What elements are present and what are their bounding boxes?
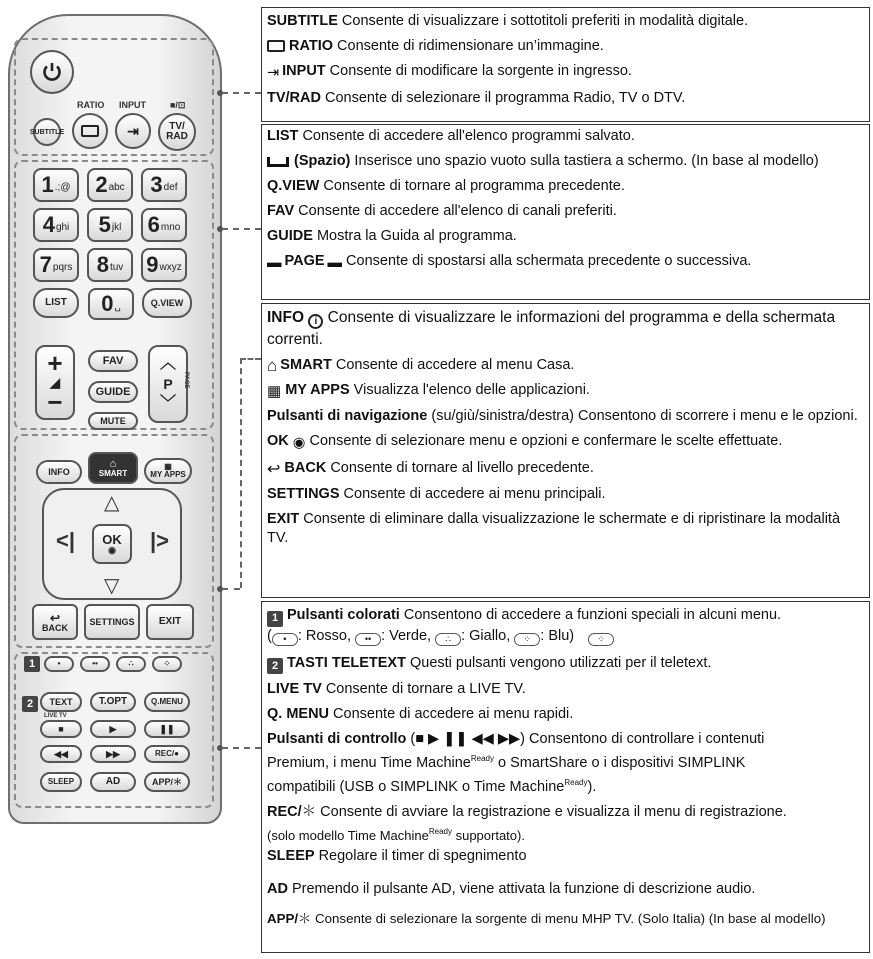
ok-title: OK: [267, 433, 289, 449]
green-dots-icon: ••: [92, 659, 98, 668]
space-icon: [267, 157, 289, 167]
ratio-text: Consente di ridimensionare un’immagine.: [333, 38, 604, 54]
page-dash-icon-2: ▬: [327, 255, 343, 271]
number-letters: jkl: [111, 222, 122, 233]
back-button[interactable]: [32, 604, 78, 640]
rec-note-2: supportato).: [451, 827, 525, 843]
ad-desc: [267, 880, 864, 899]
sleep-button-label: SLEEP: [47, 777, 75, 786]
stop-button[interactable]: [40, 720, 82, 738]
subtitle-desc: [267, 12, 864, 31]
input-title: INPUT: [282, 63, 326, 79]
smart-text: Consente di accedere al menu Casa.: [331, 357, 575, 373]
rec-desc: [267, 803, 864, 846]
topt-button[interactable]: [90, 692, 136, 712]
control-text-4: compatibili (USB o SIMPLINK o Time Machine: [267, 778, 565, 795]
space-title: (Spazio): [294, 153, 351, 169]
teletext-text: Questi pulsanti vengono utilizzati per il teletext.: [405, 654, 712, 671]
livetv-title: LIVE TV: [267, 681, 322, 697]
number-label: 1: [41, 172, 54, 197]
rec-button[interactable]: [144, 745, 190, 763]
connector-2: [222, 228, 261, 230]
colored-desc: 1 Pulsanti colorati Consentono di accedere a funzioni speciali in alcuni menu. ( • : Rosso, •• : Verde, ∴ : Giallo, ⁘ : Blu) ⁘: [267, 607, 782, 644]
tvrad-desc: [267, 89, 864, 108]
ad-button-label: AD: [105, 776, 121, 787]
connector-4: [222, 747, 261, 749]
number-label: 3: [150, 172, 163, 197]
text-button[interactable]: [40, 692, 82, 712]
blue-label: : Blu): [540, 627, 575, 644]
zero-button[interactable]: [88, 288, 134, 320]
qmenu-text: Consente di accedere ai menu rapidi.: [329, 706, 574, 722]
myapps-title: MY APPS: [285, 382, 350, 398]
ok-button[interactable]: [92, 524, 132, 564]
play-button[interactable]: [90, 720, 136, 738]
number-button-2[interactable]: [87, 168, 133, 202]
exit-title: EXIT: [267, 511, 300, 527]
info-button-label: INFO: [48, 466, 70, 477]
pause-button[interactable]: [144, 720, 190, 738]
topt-button-label: T.OPT: [98, 696, 128, 707]
qview-button-label: Q.VIEW: [150, 297, 184, 308]
colored-badge: 1: [267, 611, 283, 627]
qmenu-desc: [267, 705, 864, 724]
pause-icon: ❚❚: [159, 723, 175, 734]
app-title: APP/: [267, 911, 299, 927]
blue-dots-icon: ⁘: [163, 659, 171, 668]
apps-grid-icon: ▦: [164, 462, 172, 471]
back-text: Consente di tornare al livello precedente.: [326, 460, 594, 476]
home-icon: ⌂: [267, 356, 278, 375]
remote-control-illustration: [0, 0, 240, 959]
myapps-text: Visualizza l'elenco delle applicazioni.: [349, 382, 590, 398]
description-box-3: [261, 303, 870, 598]
list-title: LIST: [267, 128, 299, 144]
qview-button[interactable]: [142, 288, 192, 318]
control-icons: (■ ▶ ❚❚ ◀◀ ▶▶): [410, 731, 525, 747]
blue-button[interactable]: [152, 656, 182, 672]
ok-dot-icon: ◉: [292, 435, 306, 451]
smart-button-label: SMART: [98, 468, 128, 478]
ad-button[interactable]: [90, 772, 136, 792]
power-button[interactable]: [30, 50, 74, 94]
settings-text: Consente di accedere ai menu principali.: [339, 486, 606, 502]
connector-3: [222, 588, 240, 590]
number-button-5[interactable]: [87, 208, 133, 242]
stop-icon: ■: [58, 723, 64, 734]
yellow-dots-icon: ∴: [128, 659, 134, 668]
play-icon: ▶: [109, 723, 117, 734]
nav-desc: [267, 407, 864, 426]
ratio-desc: [267, 37, 864, 56]
control-sup-2: Ready: [564, 777, 588, 787]
subtitle-text: Consente di visualizzare i sottotitoli preferiti in modalità digitale.: [337, 13, 749, 29]
number-letters: .;@: [54, 182, 71, 193]
red-key-icon: •: [272, 633, 298, 646]
number-button-1[interactable]: [33, 168, 79, 202]
program-rocker[interactable]: [148, 345, 188, 423]
smart-title: SMART: [280, 357, 332, 373]
teletext-badge: 2: [267, 658, 283, 674]
nav-up-icon[interactable]: △: [104, 492, 120, 514]
number-label: 4: [42, 212, 55, 237]
exit-desc: [267, 510, 864, 548]
tvrad-text: Consente di selezionare il programma Radio, TV o DTV.: [320, 90, 686, 106]
exit-text: Consente di eliminare dalla visualizzazione le schermate e di ripristinare la modalità TV.: [267, 511, 841, 546]
info-desc: [267, 307, 864, 350]
number-label: 2: [95, 172, 108, 197]
connector-3-top: [240, 358, 261, 360]
subtitle-button[interactable]: [29, 118, 65, 146]
red-button[interactable]: [44, 656, 74, 672]
fav-button-label: FAV: [102, 354, 124, 367]
ratio-label: RATIO: [77, 100, 105, 110]
control-text-2: Premium, i menu Time Machine: [267, 754, 471, 771]
input-label: INPUT: [119, 100, 146, 110]
settings-title: SETTINGS: [267, 486, 340, 502]
info-button[interactable]: [36, 460, 82, 484]
page-title: PAGE: [284, 253, 325, 269]
rec-star-icon: ＊: [301, 803, 317, 820]
input-button[interactable]: [115, 113, 151, 149]
chevron-up-icon: ︿: [159, 355, 176, 372]
rec-text: Consente di avviare la registrazione e visualizza il menu di registrazione.: [316, 803, 787, 820]
nav-left-icon[interactable]: <|: [56, 528, 76, 553]
teletext-desc: [267, 654, 864, 675]
number-button-8[interactable]: [87, 248, 133, 282]
red-label: : Rosso,: [297, 627, 352, 644]
fastforward-icon: ▶▶: [106, 748, 120, 759]
apps-grid-icon: ▦: [267, 383, 282, 400]
zero-label: 0: [101, 291, 114, 316]
sleep-desc: [267, 847, 864, 866]
number-letters: mno: [160, 222, 181, 233]
green-key-icon: ••: [355, 633, 381, 646]
number-label: 8: [96, 252, 109, 277]
subtitle-button-label: SUBTITLE: [29, 128, 65, 136]
rec-button-label: REC/●: [155, 749, 179, 758]
chevron-down-icon: ﹀: [159, 395, 176, 412]
ok-text: Consente di selezionare menu e opzioni e confermare le scelte effettuate.: [305, 433, 783, 449]
page-desc: [267, 252, 864, 273]
red-dot-icon: •: [57, 659, 61, 668]
sleep-title: SLEEP: [267, 848, 315, 865]
ratio-icon: [81, 125, 99, 137]
number-label: 7: [39, 252, 52, 277]
info-title: INFO: [267, 309, 305, 326]
number-letters: pqrs: [52, 262, 73, 273]
mute-button-label: MUTE: [100, 415, 126, 426]
nav-title: Pulsanti di navigazione: [267, 408, 428, 424]
rec-sup: Ready: [428, 826, 452, 836]
page-side-label: PAGE: [183, 372, 189, 389]
teletext-title: TASTI TELETEXT: [287, 654, 406, 671]
guide-text: Mostra la Guida al programma.: [312, 228, 517, 244]
tvrad-top-label: ■/⊡: [170, 100, 186, 110]
settings-desc: [267, 485, 864, 504]
space-text: Inserisce uno spazio vuoto sulla tastiera a schermo. (In base al modello): [350, 153, 819, 169]
rec-note-1: (solo modello Time Machine: [267, 827, 429, 843]
ad-title: AD: [267, 881, 288, 898]
guide-title: GUIDE: [267, 228, 313, 244]
ratio-button[interactable]: [72, 113, 108, 149]
control-title: Pulsanti di controllo: [267, 731, 407, 747]
control-text-3: o SmartShare o i dispositivi SIMPLINK: [494, 754, 746, 771]
ok-button-label: OK: [102, 532, 122, 547]
home-icon: ⌂: [109, 457, 117, 470]
colored-text: Consentono di accedere a funzioni speciali in alcuni menu.: [399, 607, 782, 623]
number-button-4[interactable]: [33, 208, 79, 242]
input-desc: [267, 62, 864, 83]
input-text: Consente di modificare la sorgente in ingresso.: [325, 63, 632, 79]
number-letters: tuv: [109, 262, 124, 273]
qmenu-button-label: Q.MENU: [151, 697, 183, 706]
control-sup-1: Ready: [470, 754, 494, 763]
smart-desc: [267, 356, 864, 375]
info-icon: i: [308, 314, 323, 329]
blue-key-icon: ⁘: [514, 633, 540, 646]
fastforward-button[interactable]: [90, 745, 136, 763]
guide-button-label: GUIDE: [95, 385, 131, 398]
tvrad-button[interactable]: [158, 113, 196, 151]
app-button-label: APP/＊: [151, 776, 182, 787]
list-desc: [267, 127, 864, 146]
input-icon: ⇥: [267, 65, 280, 81]
myapps-button[interactable]: [144, 458, 192, 484]
number-button-7[interactable]: [33, 248, 79, 282]
space-icon: ␣: [114, 301, 121, 312]
rewind-button[interactable]: [40, 745, 82, 763]
sleep-button[interactable]: [40, 772, 82, 792]
number-button-9[interactable]: [141, 248, 187, 282]
list-text: Consente di accedere all'elenco programmi salvato.: [298, 128, 635, 144]
description-box-4: [261, 601, 870, 953]
app-button[interactable]: [144, 772, 190, 792]
tvrad-title: TV/RAD: [267, 90, 321, 106]
livetv-text: Consente di tornare a LIVE TV.: [321, 681, 526, 697]
number-letters: def: [163, 182, 178, 193]
list-button[interactable]: [33, 288, 79, 318]
text-button-label: TEXT: [49, 696, 73, 707]
program-label: P: [163, 376, 173, 392]
power-icon: [40, 60, 64, 84]
space-desc: [267, 152, 864, 171]
app-star-icon: ＊: [298, 911, 312, 927]
number-letters: abc: [108, 182, 125, 193]
app-text: Consente di selezionare la sorgente di menu MHP TV. (Solo Italia) (In base al modello): [311, 911, 826, 927]
ratio-icon: [267, 40, 285, 52]
fav-text: Consente di accedere all'elenco di canali preferiti.: [294, 203, 617, 219]
settings-button-label: SETTINGS: [89, 616, 135, 627]
number-label: 9: [146, 252, 159, 277]
qmenu-button[interactable]: [144, 692, 190, 712]
qview-desc: [267, 177, 864, 196]
number-button-3[interactable]: [141, 168, 187, 202]
volume-down-icon: −: [47, 387, 63, 417]
app-desc: [267, 909, 864, 928]
exit-button[interactable]: [146, 604, 194, 640]
nav-right-icon[interactable]: |>: [150, 528, 170, 553]
mute-button[interactable]: [88, 412, 138, 430]
green-button[interactable]: [80, 656, 110, 672]
colored-title: Pulsanti colorati: [287, 607, 400, 623]
smart-button[interactable]: [88, 452, 138, 484]
rec-title: REC/: [267, 803, 302, 820]
exit-button-label: EXIT: [158, 616, 182, 627]
back-button-label: BACK: [42, 622, 68, 633]
back-arrow-icon: ↩: [49, 610, 61, 625]
yellow-key-icon: ∴: [435, 633, 461, 646]
volume-icon: ◢: [50, 375, 60, 390]
back-title: BACK: [284, 460, 327, 476]
volume-rocker[interactable]: [35, 345, 75, 420]
description-box-2: [261, 124, 870, 300]
input-icon: ⇥: [127, 123, 139, 139]
number-letters: wxyz: [159, 262, 182, 273]
volume-up-icon: +: [47, 348, 63, 378]
back-arrow-icon: ↩: [267, 461, 281, 478]
info-text: Consente di visualizzare le informazioni del programma e della schermata correnti.: [267, 309, 836, 348]
myapps-button-label: MY APPS: [150, 470, 186, 479]
nav-down-icon[interactable]: ▽: [104, 575, 120, 597]
control-desc: [267, 730, 864, 797]
ad-text: Premendo il pulsante AD, viene attivata la funzione di descrizione audio.: [287, 881, 756, 898]
number-label: 6: [147, 212, 160, 237]
subtitle-title: SUBTITLE: [267, 13, 338, 29]
livetv-label: LIVE TV: [44, 713, 67, 719]
page-text: Consente di spostarsi alla schermata precedente o successiva.: [342, 253, 752, 269]
fav-desc: [267, 202, 864, 221]
badge-2: 2: [22, 696, 38, 712]
badge-1: 1: [24, 656, 40, 672]
ratio-title: RATIO: [289, 38, 334, 54]
fav-button[interactable]: [88, 350, 138, 372]
list-button-label: LIST: [45, 297, 67, 308]
yellow-label: : Giallo,: [461, 627, 511, 644]
qview-title: Q.VIEW: [267, 178, 320, 194]
description-box-1: [261, 7, 870, 122]
nav-text: (su/giù/sinistra/destra) Consentono di scorrere i menu e le opzioni.: [427, 408, 858, 424]
blue-key-icon-2: ⁘: [588, 633, 614, 646]
control-text-5: ).: [587, 778, 597, 795]
sleep-text: Regolare il timer di spegnimento: [314, 848, 527, 865]
back-desc: [267, 459, 864, 479]
settings-button[interactable]: [84, 604, 140, 640]
ok-desc: [267, 432, 864, 453]
page-dash-icon: ▬: [267, 255, 282, 271]
control-text-1: Consentono di controllare i contenuti: [525, 731, 765, 747]
livetv-desc: [267, 680, 864, 699]
connector-3-vertical: [240, 358, 242, 588]
yellow-button[interactable]: [116, 656, 146, 672]
fav-title: FAV: [267, 203, 295, 219]
connector-1: [222, 92, 261, 94]
number-button-6[interactable]: [141, 208, 187, 242]
guide-button[interactable]: [88, 381, 138, 403]
rewind-icon: ◀◀: [54, 748, 68, 759]
myapps-desc: [267, 381, 864, 401]
qmenu-title: Q. MENU: [267, 706, 330, 722]
tvrad-button-label: TV/ RAD: [166, 121, 188, 142]
number-label: 5: [98, 212, 111, 237]
green-label: : Verde,: [381, 627, 432, 644]
ok-dot-icon: ◉: [108, 545, 116, 555]
number-letters: ghi: [55, 222, 70, 233]
guide-desc: [267, 227, 864, 246]
qview-text: Consente di tornare al programma precedente.: [319, 178, 625, 194]
